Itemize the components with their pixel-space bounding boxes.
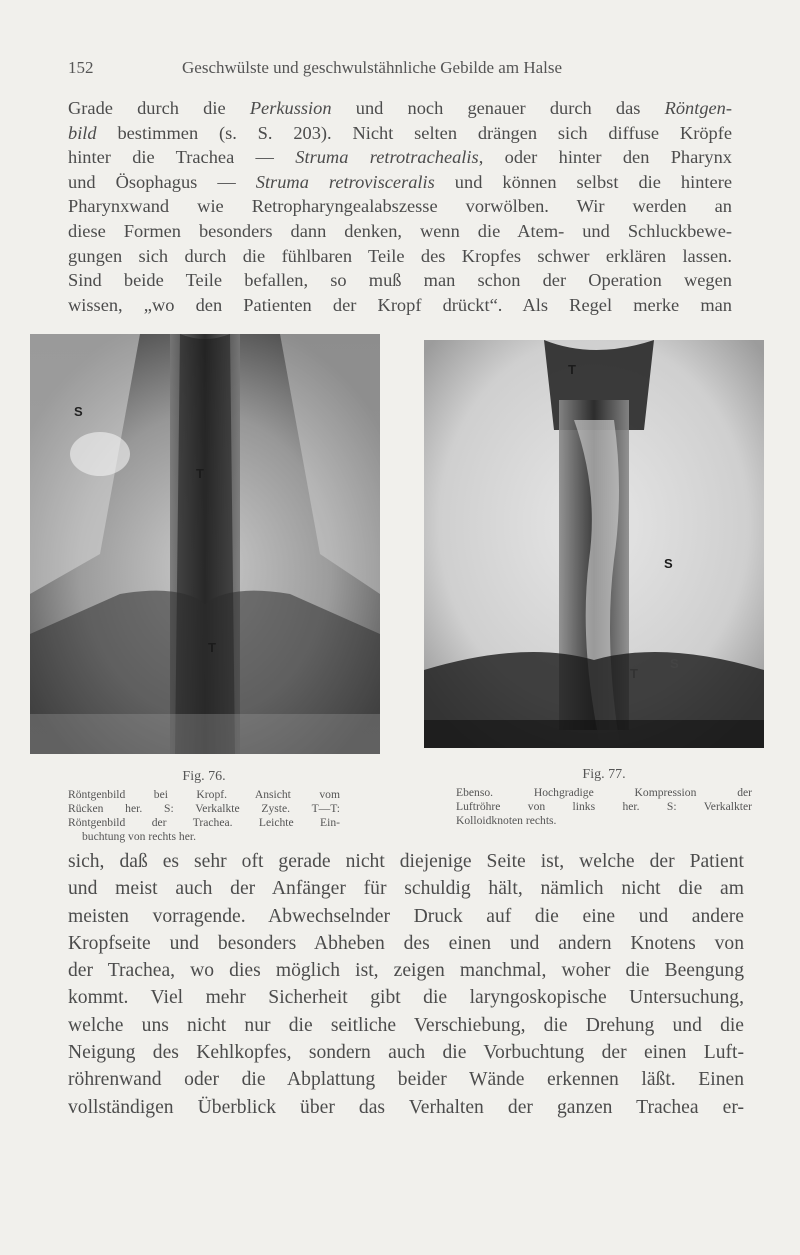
xray-figure-76 xyxy=(30,334,380,754)
text-line: diese Formen besonders dann denken, wenn die Atem- und Schluckbewe- xyxy=(68,220,732,241)
caption-line: Rücken her. S: Verkalkte Zyste. T—T: xyxy=(68,802,340,815)
body-paragraph-1 xyxy=(68,96,732,317)
marker-t-lower: T xyxy=(208,640,216,655)
text-line: hinter die Trachea — Struma retrotrachealis, oder hinter den Pharynx xyxy=(68,147,733,168)
marker-t-upper: T xyxy=(196,466,204,481)
xray-image-77 xyxy=(424,340,764,748)
marker-t-lower: T xyxy=(630,666,638,681)
caption-line: Luftröhre von links her. S: Verkalkter xyxy=(456,800,752,813)
text-line: Kropfseite und besonders Abheben des einen und andern Knotens von xyxy=(68,932,744,954)
text-line: der Trachea, wo dies möglich ist, zeigen manchmal, woher die Beengung xyxy=(68,960,744,982)
running-title: Geschwülste und geschwulstähnliche Gebilde am Halse xyxy=(182,58,563,77)
text-line: und meist auch der Anfänger für schuldig hält, nämlich nicht die am xyxy=(68,878,744,900)
marker-t-upper: T xyxy=(568,362,576,377)
text-line: Pharynxwand wie Retropharyngealabszesse vorwölben. Wir werden an xyxy=(68,196,732,217)
marker-s-upper: S xyxy=(664,556,673,571)
figure-76-caption xyxy=(68,770,340,844)
text-line: Neigung des Kehlkopfes, sondern auch die Vorbuchtung der einen Luft- xyxy=(68,1042,744,1064)
text-line: und Ösophagus — Struma retrovisceralis und können selbst die hintere xyxy=(68,171,732,192)
xray-image-76 xyxy=(30,334,380,754)
text-line: gungen sich durch die fühlbaren Teile des Kropfes schwer erklären lassen. xyxy=(68,245,732,266)
text-line: bild bestimmen (s. S. 203). Nicht selten drängen sich diffuse Kröpfe xyxy=(68,122,732,143)
caption-line: buchtung von rechts her. xyxy=(82,830,196,843)
caption-line: Ebenso. Hochgradige Kompression der xyxy=(456,786,752,799)
text-line: kommt. Viel mehr Sicherheit gibt die laryngoskopische Untersuchung, xyxy=(68,987,744,1009)
page-header xyxy=(68,58,748,80)
xray-figure-77 xyxy=(424,340,764,748)
marker-s: S xyxy=(74,404,83,419)
figure-77-label: Fig. 77. xyxy=(582,767,626,782)
text-line: meisten vorragende. Abwechselnder Druck auf die eine und andere xyxy=(68,905,744,927)
caption-line: Röntgenbild der Trachea. Leichte Ein- xyxy=(68,816,340,829)
body-paragraph-2 xyxy=(68,848,744,1121)
text-line: sich, daß es sehr oft gerade nicht diejenige Seite ist, welche der Patient xyxy=(68,851,744,872)
caption-line: Kolloidknoten rechts. xyxy=(456,814,557,827)
text-line: wissen, „wo den Patienten der Kropf drückt“. Als Regel merke man xyxy=(68,294,732,315)
text-line: vollständigen Überblick über das Verhalten der ganzen Trachea er- xyxy=(68,1096,744,1118)
caption-line: Röntgenbild bei Kropf. Ansicht vom xyxy=(68,788,340,801)
marker-s-lower: S xyxy=(670,656,679,671)
text-line: Sind beide Teile befallen, so muß man schon der Operation wegen xyxy=(68,270,732,291)
figure-77-caption xyxy=(456,768,752,828)
text-line: röhrenwand oder die Abplattung beider Wände erkennen läßt. Einen xyxy=(68,1069,744,1091)
page-number: 152 xyxy=(68,58,94,77)
text-line: welche uns nicht nur die seitliche Verschiebung, die Drehung und die xyxy=(68,1014,744,1036)
figure-76-label: Fig. 76. xyxy=(182,769,226,784)
text-line: Grade durch die Perkussion und noch genauer durch das Röntgen- xyxy=(68,98,733,118)
